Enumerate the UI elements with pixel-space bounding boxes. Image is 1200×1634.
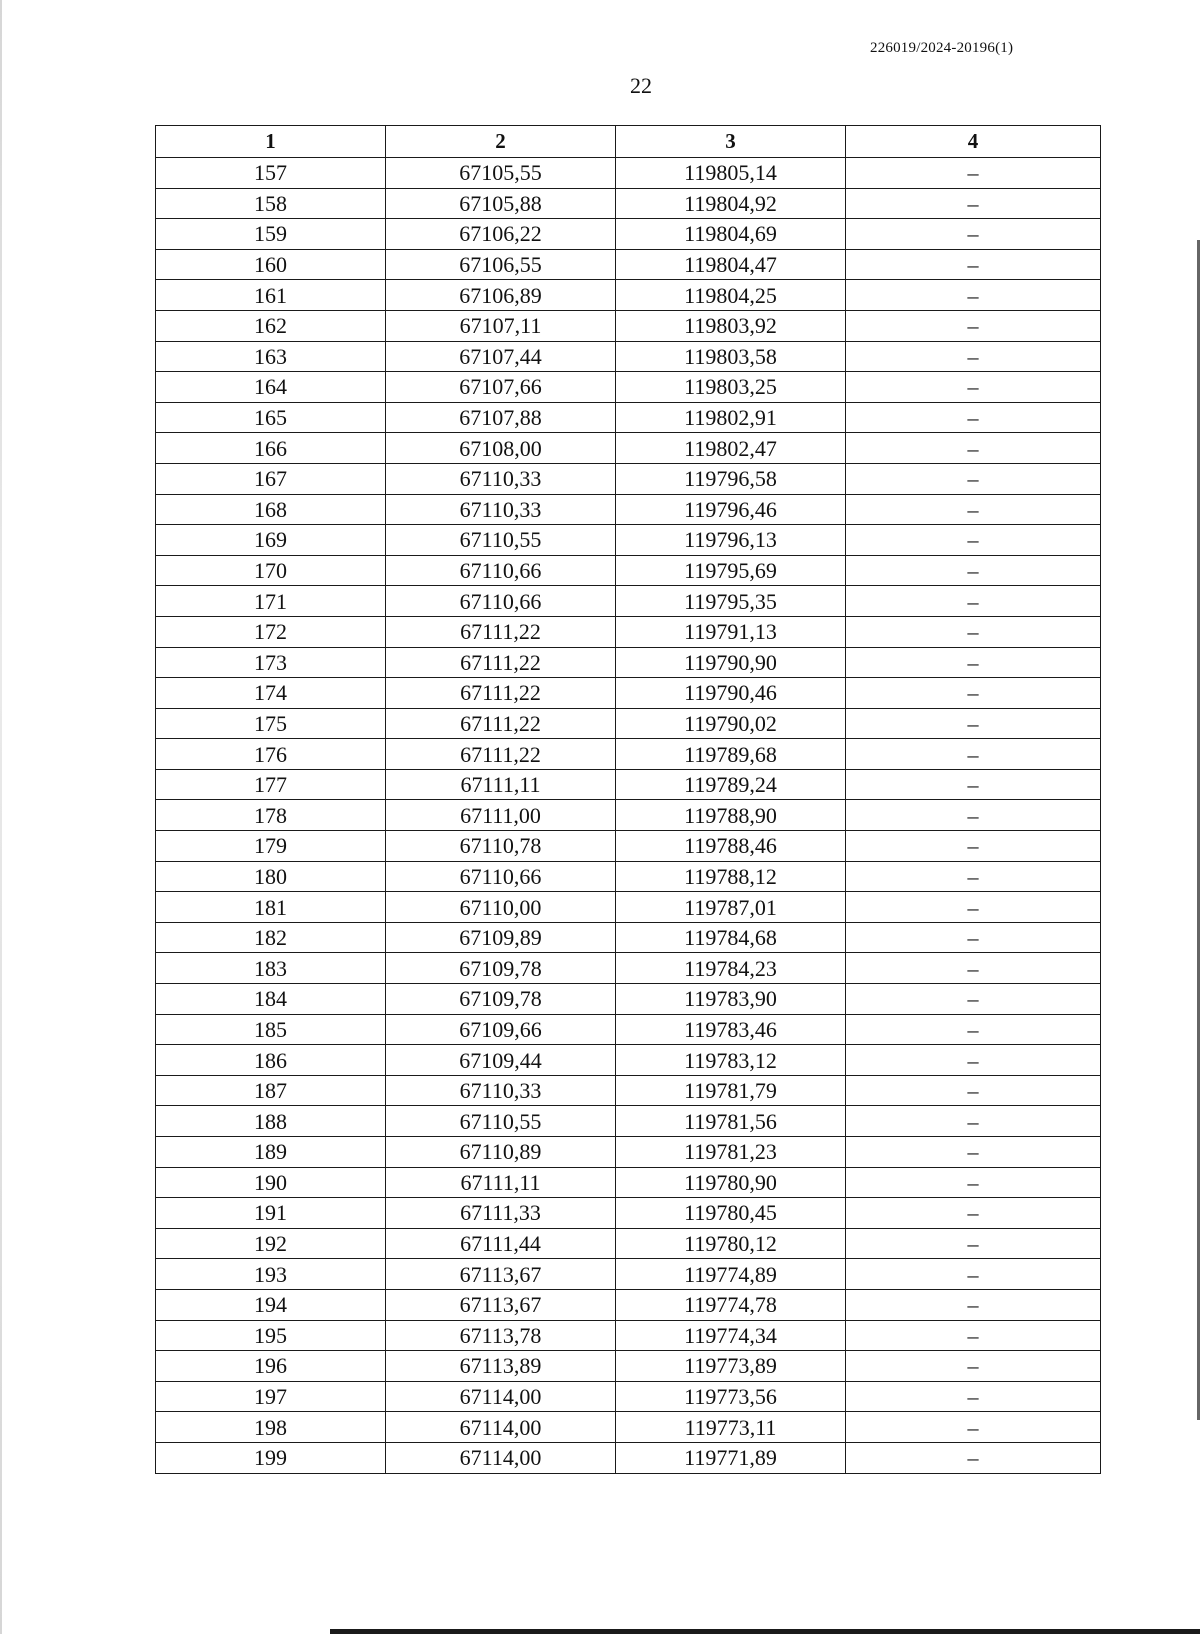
x-coordinate-cell: 67106,89 [386, 280, 616, 311]
point-number-cell: 182 [156, 922, 386, 953]
table-row [156, 586, 1101, 617]
point-number-cell: 191 [156, 1198, 386, 1229]
table-row [156, 953, 1101, 984]
x-coordinate-cell: 67111,22 [386, 739, 616, 770]
point-number-cell: 169 [156, 525, 386, 556]
y-coordinate-cell: 119773,56 [616, 1381, 846, 1412]
y-coordinate-cell: 119791,13 [616, 616, 846, 647]
note-cell: – [846, 525, 1101, 556]
x-coordinate-cell: 67110,33 [386, 494, 616, 525]
table-row [156, 219, 1101, 250]
note-cell: – [846, 1137, 1101, 1168]
x-coordinate-cell: 67105,88 [386, 188, 616, 219]
x-coordinate-cell: 67107,11 [386, 310, 616, 341]
y-coordinate-cell: 119773,11 [616, 1412, 846, 1443]
x-coordinate-cell: 67109,66 [386, 1014, 616, 1045]
table-row [156, 1442, 1101, 1473]
note-cell: – [846, 953, 1101, 984]
scan-edge-left [0, 0, 2, 1634]
note-cell: – [846, 1014, 1101, 1045]
y-coordinate-cell: 119788,12 [616, 861, 846, 892]
point-number-cell: 181 [156, 892, 386, 923]
y-coordinate-cell: 119804,47 [616, 249, 846, 280]
table-row [156, 341, 1101, 372]
table-row [156, 158, 1101, 189]
point-number-cell: 164 [156, 372, 386, 403]
table-header [156, 126, 1101, 158]
point-number-cell: 157 [156, 158, 386, 189]
point-number-cell: 196 [156, 1351, 386, 1382]
table-row [156, 280, 1101, 311]
y-coordinate-cell: 119774,78 [616, 1289, 846, 1320]
point-number-cell: 190 [156, 1167, 386, 1198]
table-row [156, 463, 1101, 494]
point-number-cell: 174 [156, 678, 386, 709]
x-coordinate-cell: 67113,67 [386, 1289, 616, 1320]
note-cell: – [846, 1289, 1101, 1320]
table-row [156, 188, 1101, 219]
point-number-cell: 173 [156, 647, 386, 678]
y-coordinate-cell: 119805,14 [616, 158, 846, 189]
note-cell: – [846, 1442, 1101, 1473]
y-coordinate-cell: 119783,90 [616, 984, 846, 1015]
table-row [156, 1075, 1101, 1106]
x-coordinate-cell: 67114,00 [386, 1381, 616, 1412]
note-cell: – [846, 158, 1101, 189]
page-number: 22 [630, 73, 652, 98]
x-coordinate-cell: 67107,44 [386, 341, 616, 372]
table-row [156, 1014, 1101, 1045]
document-id: 226019/2024-20196(1) [870, 40, 1014, 56]
point-number-cell: 179 [156, 831, 386, 862]
y-coordinate-cell: 119795,69 [616, 555, 846, 586]
point-number-cell: 194 [156, 1289, 386, 1320]
y-coordinate-cell: 119795,35 [616, 586, 846, 617]
table-row [156, 739, 1101, 770]
x-coordinate-cell: 67110,66 [386, 586, 616, 617]
note-cell: – [846, 188, 1101, 219]
x-coordinate-cell: 67109,44 [386, 1045, 616, 1076]
note-cell: – [846, 892, 1101, 923]
note-cell: – [846, 800, 1101, 831]
table-row [156, 831, 1101, 862]
point-number-cell: 178 [156, 800, 386, 831]
table-row [156, 1228, 1101, 1259]
y-coordinate-cell: 119783,46 [616, 1014, 846, 1045]
y-coordinate-cell: 119780,12 [616, 1228, 846, 1259]
note-cell: – [846, 1259, 1101, 1290]
x-coordinate-cell: 67111,22 [386, 708, 616, 739]
note-cell: – [846, 341, 1101, 372]
header-cell-3: 3 [616, 126, 846, 158]
point-number-cell: 171 [156, 586, 386, 617]
x-coordinate-cell: 67109,89 [386, 922, 616, 953]
x-coordinate-cell: 67113,67 [386, 1259, 616, 1290]
x-coordinate-cell: 67111,44 [386, 1228, 616, 1259]
table-row [156, 1289, 1101, 1320]
x-coordinate-cell: 67111,11 [386, 1167, 616, 1198]
point-number-cell: 189 [156, 1137, 386, 1168]
y-coordinate-cell: 119803,25 [616, 372, 846, 403]
table-row [156, 1351, 1101, 1382]
note-cell: – [846, 555, 1101, 586]
point-number-cell: 160 [156, 249, 386, 280]
x-coordinate-cell: 67109,78 [386, 984, 616, 1015]
table-row [156, 494, 1101, 525]
header-cell-2: 2 [386, 126, 616, 158]
point-number-cell: 193 [156, 1259, 386, 1290]
point-number-cell: 159 [156, 219, 386, 250]
x-coordinate-cell: 67110,00 [386, 892, 616, 923]
point-number-cell: 177 [156, 769, 386, 800]
table-body [156, 158, 1101, 1474]
x-coordinate-cell: 67113,78 [386, 1320, 616, 1351]
note-cell: – [846, 769, 1101, 800]
table-row [156, 616, 1101, 647]
note-cell: – [846, 739, 1101, 770]
y-coordinate-cell: 119774,89 [616, 1259, 846, 1290]
x-coordinate-cell: 67110,66 [386, 861, 616, 892]
point-number-cell: 195 [156, 1320, 386, 1351]
x-coordinate-cell: 67105,55 [386, 158, 616, 189]
y-coordinate-cell: 119774,34 [616, 1320, 846, 1351]
point-number-cell: 197 [156, 1381, 386, 1412]
table-row [156, 1137, 1101, 1168]
note-cell: – [846, 372, 1101, 403]
y-coordinate-cell: 119781,79 [616, 1075, 846, 1106]
note-cell: – [846, 1198, 1101, 1229]
point-number-cell: 161 [156, 280, 386, 311]
table-row [156, 678, 1101, 709]
point-number-cell: 158 [156, 188, 386, 219]
point-number-cell: 165 [156, 402, 386, 433]
coordinates-table [155, 125, 1101, 1474]
note-cell: – [846, 494, 1101, 525]
table-row [156, 892, 1101, 923]
point-number-cell: 172 [156, 616, 386, 647]
y-coordinate-cell: 119773,89 [616, 1351, 846, 1382]
x-coordinate-cell: 67114,00 [386, 1412, 616, 1443]
point-number-cell: 163 [156, 341, 386, 372]
x-coordinate-cell: 67109,78 [386, 953, 616, 984]
x-coordinate-cell: 67111,00 [386, 800, 616, 831]
header-cell-4: 4 [846, 126, 1101, 158]
scan-bottom-bar [330, 1629, 1200, 1634]
note-cell: – [846, 616, 1101, 647]
y-coordinate-cell: 119804,92 [616, 188, 846, 219]
y-coordinate-cell: 119771,89 [616, 1442, 846, 1473]
point-number-cell: 183 [156, 953, 386, 984]
point-number-cell: 166 [156, 433, 386, 464]
x-coordinate-cell: 67110,33 [386, 463, 616, 494]
note-cell: – [846, 1412, 1101, 1443]
y-coordinate-cell: 119787,01 [616, 892, 846, 923]
y-coordinate-cell: 119784,68 [616, 922, 846, 953]
point-number-cell: 180 [156, 861, 386, 892]
x-coordinate-cell: 67110,55 [386, 525, 616, 556]
x-coordinate-cell: 67107,88 [386, 402, 616, 433]
y-coordinate-cell: 119796,58 [616, 463, 846, 494]
point-number-cell: 192 [156, 1228, 386, 1259]
y-coordinate-cell: 119803,92 [616, 310, 846, 341]
note-cell: – [846, 1167, 1101, 1198]
y-coordinate-cell: 119780,45 [616, 1198, 846, 1229]
x-coordinate-cell: 67107,66 [386, 372, 616, 403]
y-coordinate-cell: 119788,90 [616, 800, 846, 831]
note-cell: – [846, 280, 1101, 311]
table-row [156, 861, 1101, 892]
note-cell: – [846, 1351, 1101, 1382]
table-row [156, 525, 1101, 556]
header-row [156, 126, 1101, 158]
x-coordinate-cell: 67113,89 [386, 1351, 616, 1382]
x-coordinate-cell: 67110,55 [386, 1106, 616, 1137]
note-cell: – [846, 1381, 1101, 1412]
note-cell: – [846, 708, 1101, 739]
table-row [156, 310, 1101, 341]
table-row [156, 1106, 1101, 1137]
table-row [156, 1198, 1101, 1229]
point-number-cell: 176 [156, 739, 386, 770]
point-number-cell: 186 [156, 1045, 386, 1076]
note-cell: – [846, 1075, 1101, 1106]
table-row [156, 1412, 1101, 1443]
y-coordinate-cell: 119796,13 [616, 525, 846, 556]
table-row [156, 555, 1101, 586]
table-row [156, 1259, 1101, 1290]
y-coordinate-cell: 119783,12 [616, 1045, 846, 1076]
table-row [156, 800, 1101, 831]
y-coordinate-cell: 119804,25 [616, 280, 846, 311]
x-coordinate-cell: 67111,22 [386, 678, 616, 709]
y-coordinate-cell: 119789,24 [616, 769, 846, 800]
x-coordinate-cell: 67111,11 [386, 769, 616, 800]
x-coordinate-cell: 67106,55 [386, 249, 616, 280]
x-coordinate-cell: 67110,89 [386, 1137, 616, 1168]
point-number-cell: 198 [156, 1412, 386, 1443]
point-number-cell: 185 [156, 1014, 386, 1045]
point-number-cell: 170 [156, 555, 386, 586]
x-coordinate-cell: 67114,00 [386, 1442, 616, 1473]
note-cell: – [846, 433, 1101, 464]
note-cell: – [846, 678, 1101, 709]
note-cell: – [846, 463, 1101, 494]
x-coordinate-cell: 67110,78 [386, 831, 616, 862]
note-cell: – [846, 219, 1101, 250]
x-coordinate-cell: 67111,22 [386, 647, 616, 678]
y-coordinate-cell: 119789,68 [616, 739, 846, 770]
table-row [156, 1167, 1101, 1198]
y-coordinate-cell: 119781,56 [616, 1106, 846, 1137]
table-row [156, 1381, 1101, 1412]
y-coordinate-cell: 119784,23 [616, 953, 846, 984]
table-row [156, 402, 1101, 433]
note-cell: – [846, 922, 1101, 953]
note-cell: – [846, 1106, 1101, 1137]
note-cell: – [846, 586, 1101, 617]
table-row [156, 433, 1101, 464]
x-coordinate-cell: 67110,66 [386, 555, 616, 586]
y-coordinate-cell: 119802,91 [616, 402, 846, 433]
note-cell: – [846, 861, 1101, 892]
point-number-cell: 162 [156, 310, 386, 341]
x-coordinate-cell: 67108,00 [386, 433, 616, 464]
header-cell-1: 1 [156, 126, 386, 158]
point-number-cell: 187 [156, 1075, 386, 1106]
table-row [156, 1045, 1101, 1076]
note-cell: – [846, 1045, 1101, 1076]
table-row [156, 708, 1101, 739]
point-number-cell: 175 [156, 708, 386, 739]
point-number-cell: 184 [156, 984, 386, 1015]
note-cell: – [846, 1228, 1101, 1259]
table-row [156, 984, 1101, 1015]
y-coordinate-cell: 119802,47 [616, 433, 846, 464]
table-row [156, 922, 1101, 953]
note-cell: – [846, 647, 1101, 678]
point-number-cell: 199 [156, 1442, 386, 1473]
point-number-cell: 167 [156, 463, 386, 494]
table-row [156, 249, 1101, 280]
table-row [156, 372, 1101, 403]
note-cell: – [846, 402, 1101, 433]
note-cell: – [846, 310, 1101, 341]
note-cell: – [846, 984, 1101, 1015]
note-cell: – [846, 831, 1101, 862]
point-number-cell: 188 [156, 1106, 386, 1137]
y-coordinate-cell: 119788,46 [616, 831, 846, 862]
point-number-cell: 168 [156, 494, 386, 525]
x-coordinate-cell: 67110,33 [386, 1075, 616, 1106]
table-row [156, 1320, 1101, 1351]
x-coordinate-cell: 67111,33 [386, 1198, 616, 1229]
y-coordinate-cell: 119790,02 [616, 708, 846, 739]
x-coordinate-cell: 67106,22 [386, 219, 616, 250]
y-coordinate-cell: 119781,23 [616, 1137, 846, 1168]
y-coordinate-cell: 119790,90 [616, 647, 846, 678]
y-coordinate-cell: 119780,90 [616, 1167, 846, 1198]
note-cell: – [846, 1320, 1101, 1351]
y-coordinate-cell: 119803,58 [616, 341, 846, 372]
y-coordinate-cell: 119796,46 [616, 494, 846, 525]
x-coordinate-cell: 67111,22 [386, 616, 616, 647]
table-row [156, 647, 1101, 678]
y-coordinate-cell: 119804,69 [616, 219, 846, 250]
note-cell: – [846, 249, 1101, 280]
y-coordinate-cell: 119790,46 [616, 678, 846, 709]
table-row [156, 769, 1101, 800]
